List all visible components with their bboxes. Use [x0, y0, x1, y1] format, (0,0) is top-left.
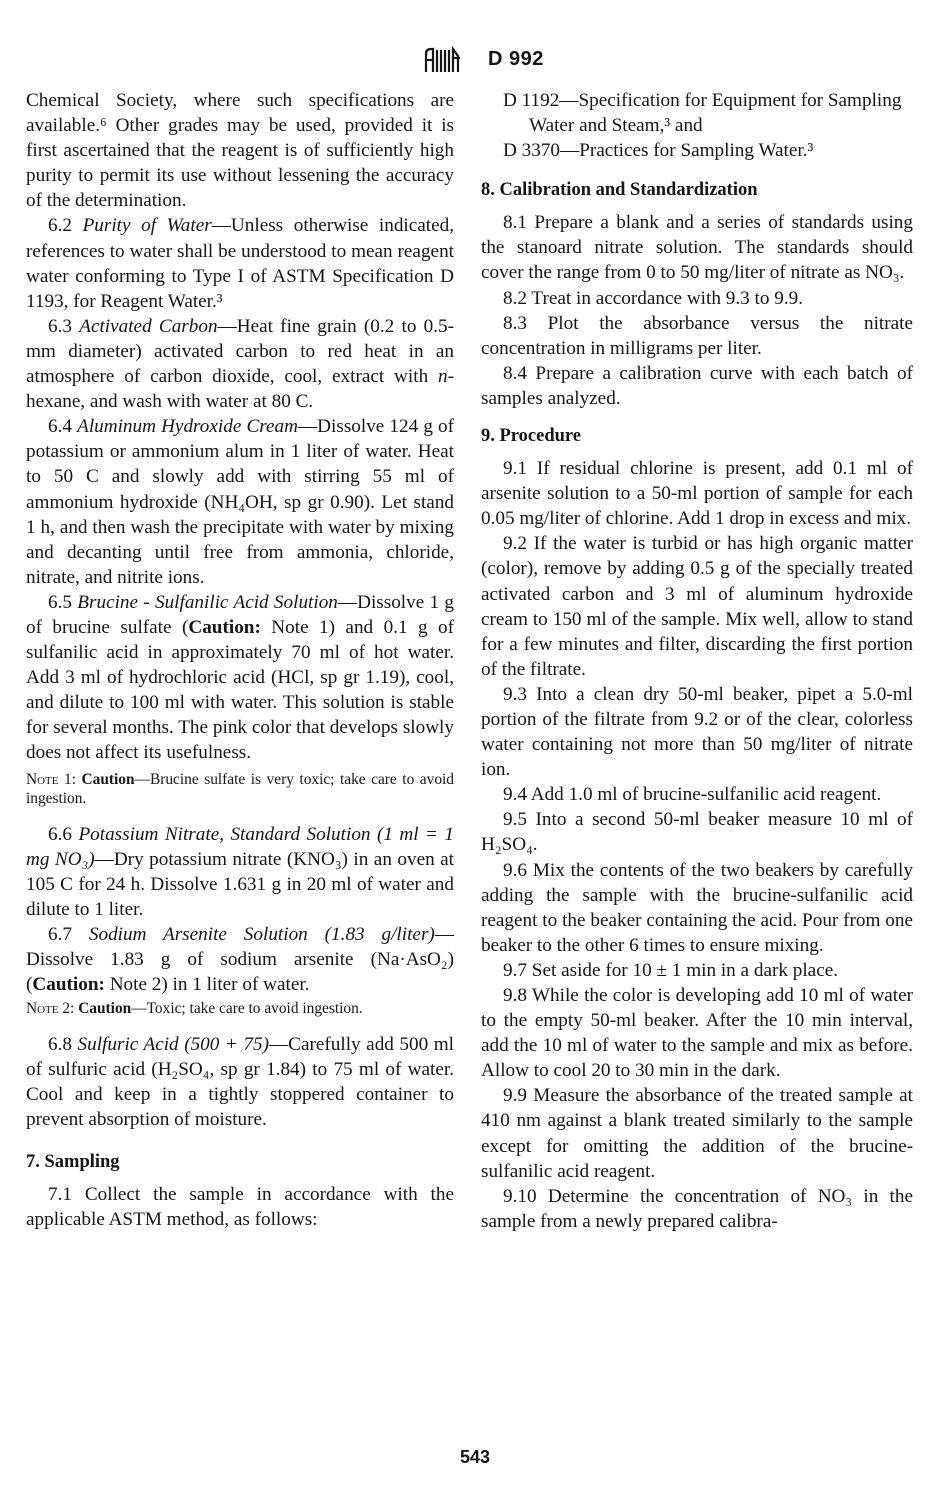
standard-designation: D 992	[488, 48, 544, 70]
paragraph-8-3: 8.3 Plot the absorbance versus the nitrate concentration in milligrams per liter.	[481, 312, 913, 359]
paragraph-9-1: 9.1 If residual chlorine is present, add 0.1 ml of arsenite solution to a 50-ml portion of sample for each 0.05 mg/liter of chlorine. Add 1 drop in excess and mix.	[481, 458, 913, 530]
paragraph-6-5: 6.5 Brucine - Sulfanilic Acid Solution—Dissolve 1 g of brucine sulfate (Caution: Note 1) and 0.1 g of sulfanilic acid in approximately 70 ml of hot water. Add 3 ml of hydrochloric acid (HCl, sp gr 1.19), cool, and dilute to 100 ml with water. This solution is stable for several months. The pink color that develops slowly does not affect its usefulness.	[26, 591, 455, 764]
paragraph-9-10: 9.10 Determine the concentration of NO₃ in the sample from a newly prepared calibra-	[481, 1185, 913, 1232]
paragraph-8-4: 8.4 Prepare a calibration curve with each batch of samples analyzed.	[481, 362, 913, 409]
paragraph-8-1: 8.1 Prepare a blank and a series of standards using the stanoard nitrate solution. The standards should cover the range from 0 to 50 mg/liter of nitrate as NO₃.	[481, 212, 913, 284]
paragraph-9-5: 9.5 Into a second 50-ml beaker measure 10 ml of H₂SO₄.	[481, 809, 913, 856]
paragraph-6-4: 6.4 Aluminum Hydroxide Cream—Dissolve 124 g of potassium or ammonium alum in 1 liter of water. Heat to 50 C and slowly add with stirring 55 ml of ammonium hydroxide (NH₄OH, sp gr 0.90). Let stand 1 h, and then wash the precipitate with water by mixing and decanting until free from ammonia, chloride, nitrate, and nitrite ions.	[26, 416, 455, 588]
paragraph-9-8: 9.8 While the color is developing add 10 ml of water to the empty 50-ml beaker. After the 10 min interval, add the 10 ml of water to the sample and mix as before. Allow to cool 20 to 30 min in the dark.	[481, 985, 913, 1082]
paragraph-9-7: 9.7 Set aside for 10 ± 1 min in a dark place.	[503, 959, 839, 981]
paragraph-9-9: 9.9 Measure the absorbance of the treated sample at 410 nm against a blank treated similarly to the sample except for omitting the addition of the brucine-sulfanilic acid reagent.	[481, 1085, 913, 1182]
reference-d1192: D 1192—Specification for Equipment for Sampling Water and Steam,³ and	[503, 90, 902, 137]
paragraph-9-6: 9.6 Mix the contents of the two beakers by carefully adding the sample with the brucine-sulfanilic acid reagent to the beaker containing the acid. Pour from one beaker to the other 6 times to ensure mixing.	[481, 859, 913, 956]
section-heading-procedure: 9. Procedure	[481, 426, 582, 447]
astm-logo-icon	[422, 46, 464, 76]
page-header	[0, 44, 950, 80]
note-2: Note 2: Caution—Toxic; take care to avoid ingestion.	[26, 1000, 363, 1018]
paragraph-8-2: 8.2 Treat in accordance with 9.3 to 9.9.	[503, 287, 804, 309]
paragraph-6-6: 6.6 Potassium Nitrate, Standard Solution (1 ml = 1 mg NO₃)—Dry potassium nitrate (KNO₃) in an oven at 105 C for 24 h. Dissolve 1.631 g in 20 ml of water and dilute to 1 liter.	[26, 823, 454, 920]
reference-d3370: D 3370—Practices for Sampling Water.³	[503, 140, 814, 162]
paragraph-9-2: 9.2 If the water is turbid or has high organic matter (color), remove by adding 0.5 g of the specially treated activated carbon and 3 ml of aluminum hydroxide cream to 150 ml of the sample. Mix well, allow to stand for a few minutes and filter, discarding the first portion of the filtrate.	[481, 533, 913, 680]
paragraph-6-2: 6.2 Purity of Water—Unless otherwise indicated, references to water shall be understood to mean reagent water conforming to Type I of ASTM Specification D 1193, for Reagent Water.³	[26, 215, 455, 312]
left-column	[26, 88, 454, 1232]
section-heading-sampling: 7. Sampling	[26, 1151, 120, 1172]
paragraph-6-8: 6.8 Sulfuric Acid (500 + 75)—Carefully add 500 ml of sulfuric acid (H₂SO₄, sp gr 1.84) to 75 ml of water. Cool and keep in a tightly stoppered container to prevent absorption of moisture.	[26, 1034, 455, 1131]
right-column	[481, 88, 913, 1234]
paragraph-9-4: 9.4 Add 1.0 ml of brucine-sulfanilic acid reagent.	[503, 784, 882, 806]
page-number: 543	[459, 1447, 491, 1467]
paragraph-6-7: 6.7 Sodium Arsenite Solution (1.83 g/liter)—Dissolve 1.83 g of sodium arsenite (Na·AsO₂) (Caution: Note 2) in 1 liter of water.	[26, 923, 454, 996]
paragraph-9-3: 9.3 Into a clean dry 50-ml beaker, pipet a 5.0-ml portion of the filtrate from 9.2 or of the clear, colorless water containing not more than 50 mg/liter of nitrate ion.	[481, 683, 913, 781]
section-heading-calibration: 8. Calibration and Standardization	[481, 180, 758, 201]
paragraph-6-1-continued: Chemical Society, where such specifications are available.⁶ Other grades may be used, provided it is first ascertained that the reagent is of sufficiently high purity to permit its use without lessening the accuracy of the determination.	[26, 90, 454, 212]
paragraph-7-1: 7.1 Collect the sample in accordance with the applicable ASTM method, as follows:	[26, 1183, 454, 1230]
note-1: Note 1: Caution—Brucine sulfate is very toxic; take care to avoid ingestion.	[26, 770, 454, 807]
paragraph-6-3: 6.3 Activated Carbon—Heat fine grain (0.2 to 0.5-mm diameter) activated carbon to red heat in an atmosphere of carbon dioxide, cool, extract with n-hexane, and wash with water at 80 C.	[26, 315, 455, 413]
